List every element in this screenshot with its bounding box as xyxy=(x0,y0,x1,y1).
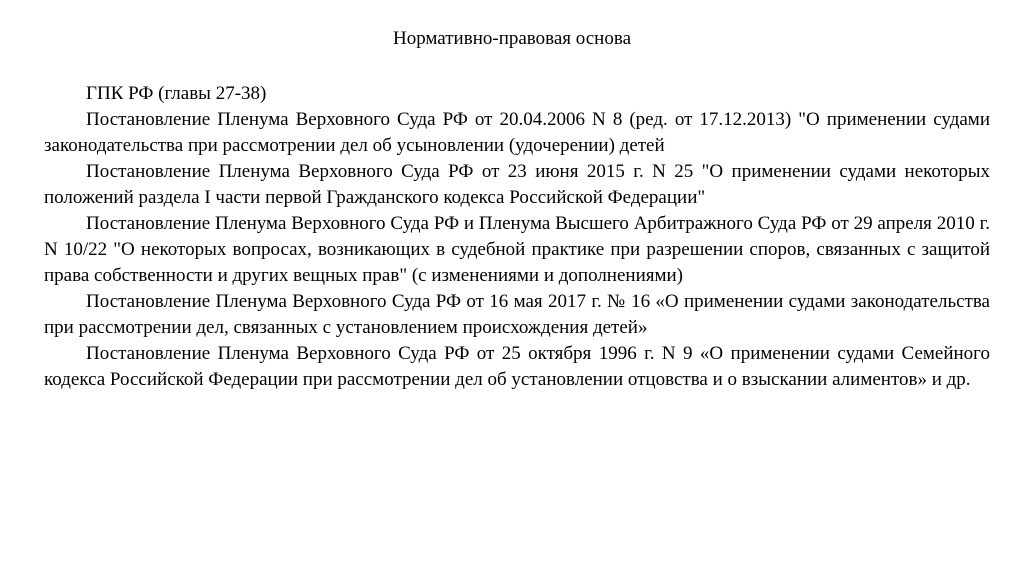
slide-title: Нормативно-правовая основа xyxy=(392,28,632,49)
legal-source-paragraph: Постановление Пленума Верховного Суда РФ и Пленума Высшего Арбитражного Суда РФ от 29 апреля 2010 г. N 10/22 "О некоторых вопросах, возникающих в судебной практике при разрешении споров, связанных с защитой права собственности и других вещных прав" (с изменениями и дополнениями) xyxy=(44,213,990,286)
legal-basis-list xyxy=(44,81,990,393)
legal-source-paragraph: ГПК РФ (главы 27-38) xyxy=(86,83,267,104)
legal-source-paragraph: Постановление Пленума Верховного Суда РФ от 20.04.2006 N 8 (ред. от 17.12.2013) "О применении судами законодательства при рассмотрении дел об усыновлении (удочерении) детей xyxy=(44,109,990,156)
legal-source-paragraph: Постановление Пленума Верховного Суда РФ от 25 октября 1996 г. N 9 «О применении судами Семейного кодекса Российской Федерации при рассмотрении дел об установлении отцовства и о взыскании алиментов» и др. xyxy=(44,343,990,390)
legal-source-paragraph: Постановление Пленума Верховного Суда РФ от 16 мая 2017 г. № 16 «О применении судами законодательства при рассмотрении дел, связанных с установлением происхождения детей» xyxy=(44,291,990,338)
legal-source-paragraph: Постановление Пленума Верховного Суда РФ от 23 июня 2015 г. N 25 "О применении судами некоторых положений раздела I части первой Гражданского кодекса Российской Федерации" xyxy=(44,161,990,208)
